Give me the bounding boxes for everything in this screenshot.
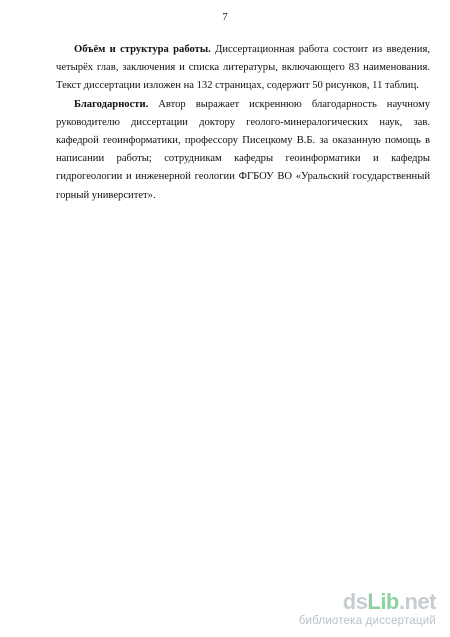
page-number: 7 <box>222 12 228 23</box>
watermark-subtitle: библиотека диссертаций <box>298 615 436 627</box>
logo-ds: ds <box>342 589 368 614</box>
paragraph-heading: Благодарности. <box>74 98 149 110</box>
document-body <box>56 41 430 205</box>
logo-net: .net <box>398 589 436 614</box>
logo-lib: Lib <box>367 589 399 614</box>
watermark <box>266 591 436 627</box>
paragraph-structure <box>56 41 430 96</box>
paragraph-heading: Объём и структура работы. <box>74 44 211 55</box>
paragraph-acknowledgements <box>56 96 430 205</box>
paragraph-text: Диссертационная работа состоит из введения, четырёх глав, заключения и списка литературы, включающего 83 наименования. Текст диссертации изложен на 132 страницах, содержит 50 рисунков, 11 таблиц. <box>56 44 430 92</box>
watermark-logo <box>266 591 436 613</box>
paragraph-text: Автор выражает искреннюю благодарность научному руководителю диссертации доктору геолого-минералогических наук, зав. кафедрой геоинформатики, профессору Писецкому В.Б. за оказанную помощь в написании работы; сотрудникам кафедры геоинформатики и кафедры гидрогеологии и инженерной геологии ФГБОУ ВО «Уральский государственный горный университет». <box>56 98 430 201</box>
